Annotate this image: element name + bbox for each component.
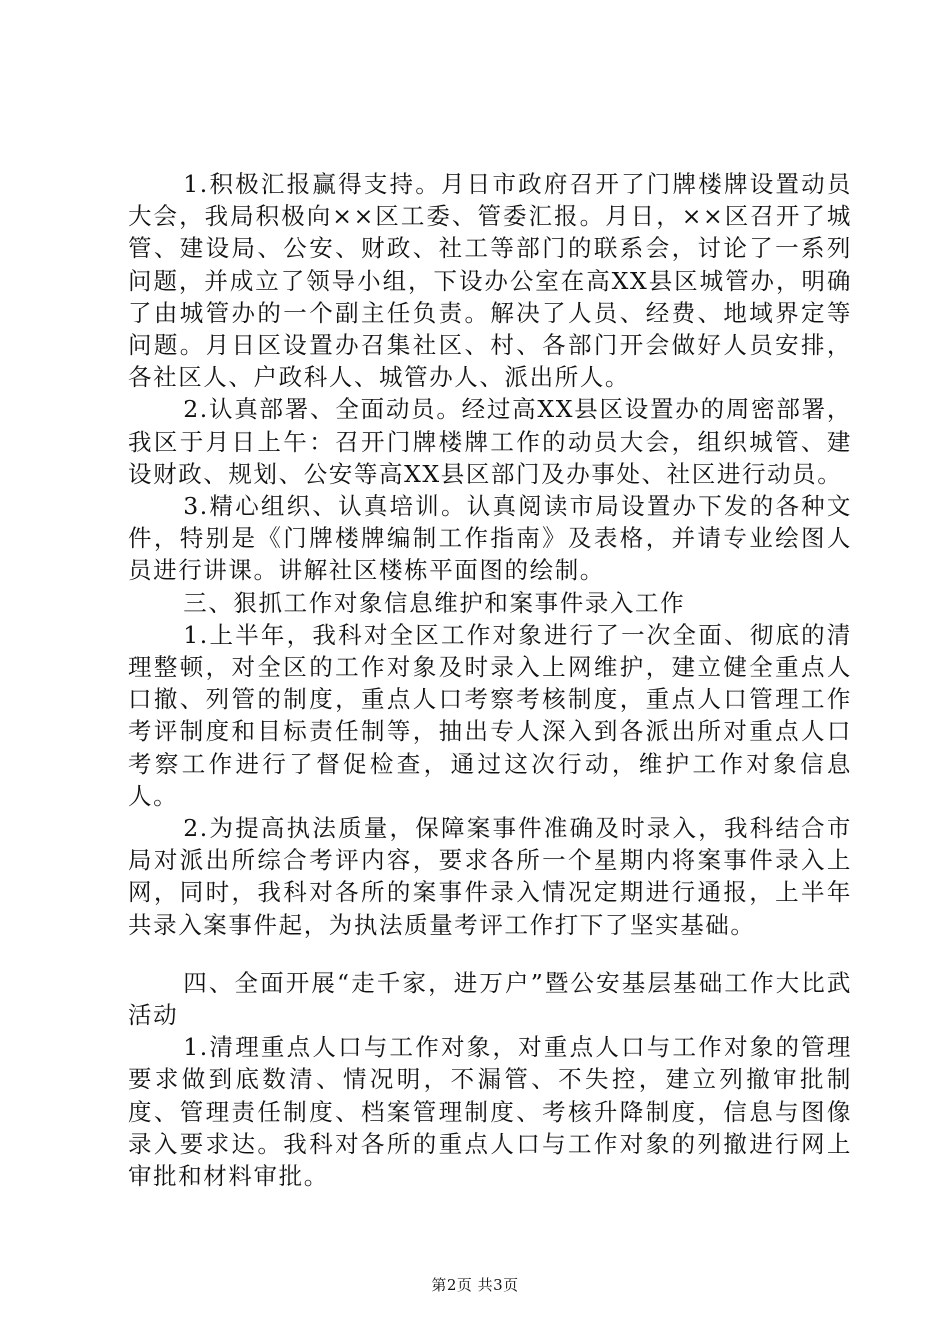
page-footer: 第2页 共3页	[431, 1276, 519, 1294]
paragraph-6: 1.清理重点人口与工作对象，对重点人口与工作对象的管理要求做到底数清、情况明，不漏管、不失控，建立列撤审批制度、管理责任制度、档案管理制度、考核升降制度，信息与图像录入要求达。我科对各所的重点人口与工作对象的列撤进行网上审批和材料审批。	[128, 1033, 852, 1191]
paragraph-2: 2.认真部署、全面动员。经过高XX县区设置办的周密部署，我区于月日上午：召开门牌楼牌工作的动员大会，组织城管、建设财政、规划、公安等高XX县区部门及办事处、社区进行动员。	[128, 395, 852, 488]
section-heading-4: 四、全面开展“走千家，进万户”暨公安基层基础工作大比武活动	[128, 968, 852, 1030]
paragraph-1: 1.积极汇报赢得支持。月日市政府召开了门牌楼牌设置动员大会，我局积极向××区工委、管委汇报。月日，××区召开了城管、建设局、公安、财政、社工等部门的联系会，讨论了一系列问题，并成立了领导小组，下设办公室在高XX县区城管办，明确了由城管办的一个副主任负责。解决了人员、经费、地域界定等问题。月日区设置办召集社区、村、各部门开会做好人员安排，各社区人、户政科人、城管办人、派出所人。	[128, 170, 852, 392]
paragraph-gap	[128, 941, 852, 967]
paragraph-3: 3.精心组织、认真培训。认真阅读市局设置办下发的各种文件，特别是《门牌楼牌编制工作指南》及表格，并请专业绘图人员进行讲课。讲解社区楼栋平面图的绘制。	[128, 492, 852, 585]
section-heading-3: 三、狠抓工作对象信息维护和案事件录入工作	[183, 588, 686, 617]
paragraph-5: 2.为提高执法质量，保障案事件准确及时录入，我科结合市局对派出所综合考评内容，要求各所一个星期内将案事件录入上网，同时，我科对各所的案事件录入情况定期进行通报，上半年共录入案事件起，为执法质量考评工作打下了坚实基础。	[128, 814, 852, 939]
document-body	[128, 168, 852, 1192]
paragraph-4: 1.上半年，我科对全区工作对象进行了一次全面、彻底的清理整顿，对全区的工作对象及时录入上网维护，建立健全重点人口撤、列管的制度，重点人口考察考核制度，重点人口管理工作考评制度和目标责任制等，抽出专人深入到各派出所对重点人口考察工作进行了督促检查，通过这次行动，维护工作对象信息人。	[128, 620, 852, 810]
